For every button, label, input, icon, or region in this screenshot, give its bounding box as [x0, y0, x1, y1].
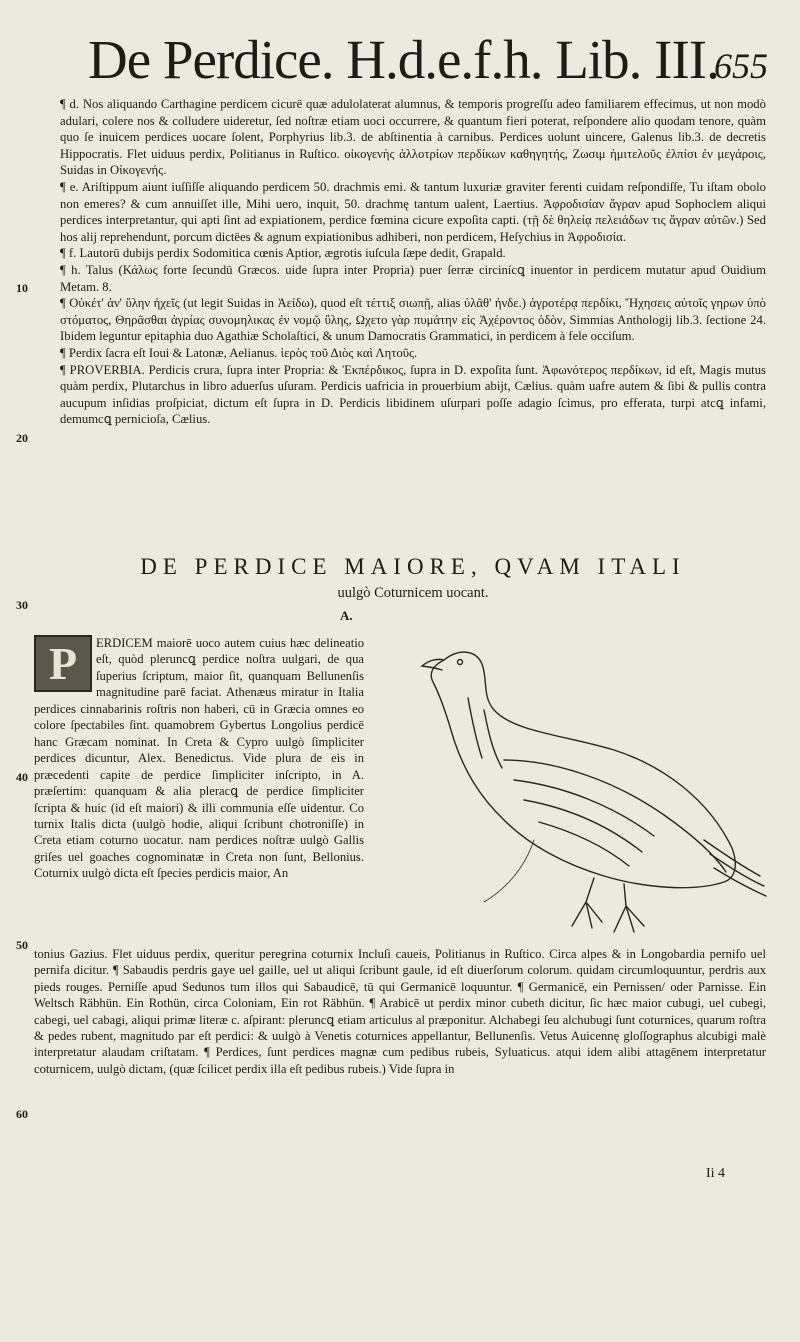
- partridge-woodcut-illustration: [364, 640, 774, 940]
- section-letter: A.: [340, 608, 353, 623]
- paragraph-e: ¶ e. Ariſtippum aiunt iuſſiſſe aliquando perdicem 50. drachmis emi. & tantum luxuriæ graviter ferenti cuidam reſpondiſſe, Tu iſtam obolo non emeres? & cum annuiſſet ille, Mihi uero, inquit, 50. drachmę tantum ualent, Laertius. Ἀφροδισίαν ἄγραν apud Sophoclem aliqui perdices interpretantur, qui apti ſint ad expiationem, perdice fœmina cicure expoſita capti. (τῇ δὲ θηλείᾳ πελειάδων τις ἄγραν αὐτῶν.) Sed hos alij reprehendunt, porcum dictëes & agnum expiationibus adhiberi, non perdicem, Heſychius in Ἀφροδισία.: [60, 179, 766, 244]
- paragraph-proverbia: ¶ PROVERBIA. Perdicis crura, ſupra inter Propria: & Ἐκπέρδικος, ſupra in D. expoſita ſunt. Ἀφωνότερος περδίκων, id eſt, Magis mutus quàm perdix, Plutarchus in libro aduerſus uſuram. Perdicis uafricia in prouerbium abijt, Cælius. quàm uafre autem & ſibi & pullis contra aucupum inſidias proſpiciat, dictum eſt ſupra in D. Perdicis libidinem uſurpari poſſe adagio ſcimus, pro efferata, turpi atcꝗ infami, demumcꝗ pernicioſa, Cælius.: [60, 362, 766, 427]
- paragraph-greek-epigram: ¶ Οὐκέτ' ἀν' ὕλην ἠχεῖς (ut legit Suidas in Ἀείδω), quod eſt τέττιξ σιωπῇ, alias ὑλᾶθ' ἠνδε.) ἀγροτέρᾳ περδίκι, Ἤχησεις αὐτοῖς γηρων ὑπὸ στόματος, Θηρᾶσθαι ἀγρίας συνομηλικας ἐν νομῷ ὕλης, Ωχετο γὰρ πυμάτην εἰς Ἀχέροντος ὁδὸν, Simmias Anthologij lib.3. ſectione 24. Ibidem leguntur epitaphia duo Agathiæ Scholaſtici, & unum Damocratis Grammatici, in perdicem à fele occiſum.: [60, 296, 766, 344]
- margin-line-number: 60: [16, 1107, 28, 1121]
- chapter-title: DE PERDICE MAIORE, QVAM ITALI: [140, 554, 686, 579]
- margin-line-number: 40: [16, 770, 28, 784]
- page-number: 655: [714, 46, 768, 86]
- margin-line-number: 20: [16, 431, 28, 445]
- paragraph-f: ¶ f. Lautorū dubijs perdix Sodomitica cœnis Aptior, ægrotis iuſcula ſæpe dedit, Grapald.: [60, 246, 506, 261]
- decorated-initial: [34, 635, 92, 692]
- bird-eye: [458, 660, 463, 665]
- chapter-subtitle: uulgò Coturnicem uocant.: [337, 585, 489, 601]
- bird-beak: [422, 659, 444, 670]
- margin-line-number: 10: [16, 281, 28, 295]
- page-header: [88, 30, 768, 102]
- lower-paragraph: tonius Gazius. Flet uiduus perdix, queritur peregrina coturnix Incluſi caueis, Politianus in Ruſtico. Circa alpes & in Longobardia pernifo uel pernifa dicitur. ¶ Sabaudis perdris gaye uel gaille, uel ut aliqui ſcribunt gaule, id eſt diuerſorum colorum. quidam circumloquuntur, perdris aux pieds rouges. Perniſſe apud Sedunos tum illos qui Sabaudicē, tū qui Germanicē loquuntur. ¶ Germanicē, ein Pernissen/ oder Parnisse. Ein Weltsch Räbhün. Ein Rothün, circa Coloniam, Ein rot Räbhün. ¶ Arabicē ut perdix minor cubeth dicitur, ſic hæc maior cubugi, uel cubegi, cabegi, uel cabagi, aliqui primæ literæ c. aſpirant: pleruncꝗ etiam articulus al præponitur. Alchabegi ſeu alchubugi ſunt coturnices, quarum roſtra & pedes rubent, magnitudo par eſt perdici: & uulgò à Venetis coturnices appellantur, Bellunenſis. Vetus Auicennę gloſſographus alcubigi malè interpretatur alaudam criſtatam. ¶ Perdices, ſunt perdices magnæ cum pedibus rubeis, Syluaticus. atqui idem alibi attagēnem interpretatur coturnicem, uulgò dictam, (quæ ſcilicet perdix illa eſt pedibus rubeis.) Vide ſupra in: [34, 947, 766, 1076]
- top-text-block: [60, 96, 766, 428]
- column-paragraph: ERDICEM maiorē uoco autem cuius hæc delineatio eſt, quòd pleruncꝗ perdice noſtra uulgari, de qua ſuperius ſcriptum, maior ſit, quanquam Bellunenſis magnitudine parē faciat. Athenæus miratur in Italia perdices cinnabarinis roſtris non haberi, cū in Græcia omnes eo colore ſpectabiles ſint. quamobrem Gybertus Longolius perdicē hanc Græcam nominat. In Creta & Cypro uulgò ſimpliciter perdices dicuntur, Alex. Benedictus. Vide plura de eis in præcedenti capite de perdice ſimpliciter inſcripto, in A. præſertim: quanquam & alia pleracꝗ de perdice ſimpliciter ſcripta & huic (id eſt maiori) & illi communia eſſe uidentur. Co turnix Italis dicta (uulgò hodie, aliqui ſcribunt chotroniſſe) in Creta etiam coturno uocatur. nam perdices noſtræ uulgò Gallis griſes uel goaches cognominatæ in Creta non ſunt, Bellonius. Coturnix uulgò dicta eſt ſpecies perdicis maior, An: [34, 636, 364, 881]
- bird-outline: [431, 652, 735, 888]
- margin-line-number: 30: [16, 598, 28, 612]
- bird-legs: [572, 878, 602, 928]
- initial-letter: P: [48, 638, 78, 689]
- bird-tail: [704, 840, 760, 876]
- chapter-heading: [60, 552, 766, 602]
- running-title: De Perdice. H.d.e.f.h. Lib. III.: [88, 29, 719, 90]
- paragraph-h: ¶ h. Talus (Κάλως forte ſecundū Græcos. uide ſupra inter Propria) puer ſerræ circinícꝗ inuentor in perdicem mutatur apud Ouidium Metam. 8.: [60, 262, 766, 294]
- lower-text-block: [34, 946, 766, 1077]
- margin-line-number: 50: [16, 938, 28, 952]
- signature-mark: Ii 4: [706, 1166, 726, 1181]
- paragraph-sacra: ¶ Perdix ſacra eſt Ioui & Latonæ, Aelianus. ἱερὸς τοῦ Διὸς καὶ Λητοῦς.: [60, 345, 418, 360]
- paragraph-d: ¶ d. Nos aliquando Carthagine perdicem cicurē quæ adulolaterat alumnus, & temporis progreſſu adeo familiarem effecimus, ut non modò adulari, colere nos & colludere uideretur, ſed noſtræ etiam uoci occurrere, & quantum fieri poterat, reſpondere alio quodam tenore, quàm quo ſe inuicem perdices uocare ſolent, Porphyrius lib.3. de abſtinentia à carnibus. Perdices uolunt uincere, Galenus lib.3. de decretis Hippocratis. Flet uiduus perdix, Politianus in Ruſtico. οἰκογενὴς ἀλλοτρίων περδίκων καθηγητής, Ζωσιμ ἡμιτελοῦς ἐλπίσι ἐν μεγάροις, Suidas in Οἰκογενής.: [60, 97, 766, 178]
